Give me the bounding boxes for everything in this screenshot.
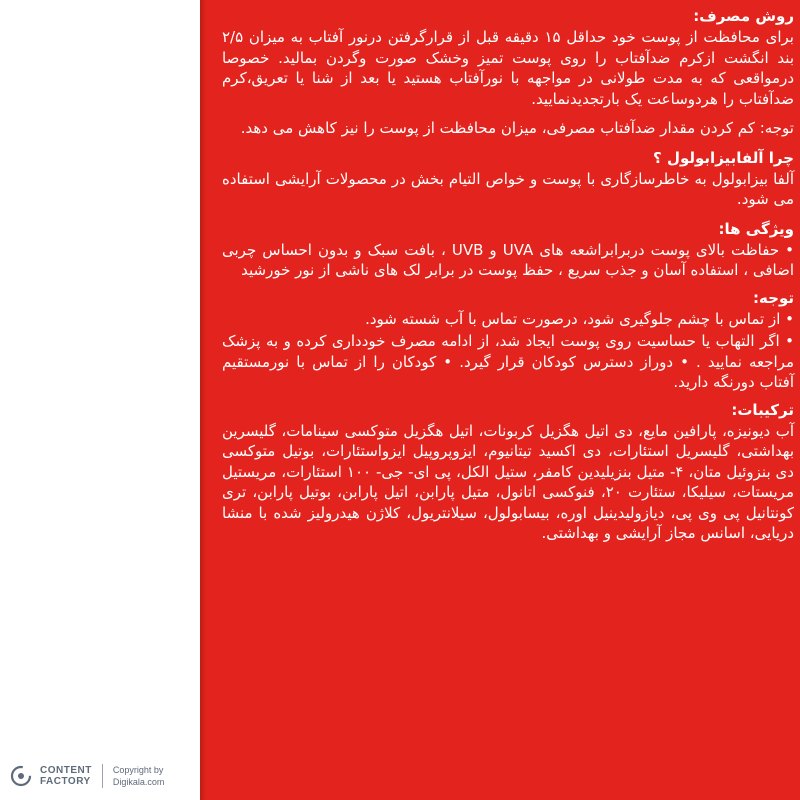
usage-body: برای محافظت از پوست خود حداقل ۱۵ دقیقه قبل از قرارگرفتن درنور آفتاب به میزان ۲/۵ بند انگشت ازکرم ضدآفتاب را روی پوست تمیز وخشک صورت وگردن بمالید. خصوصا درمواقعی که به مدت طولانی در مواجهه با نورآفتاب هستید یا بعد از شنا یا تعریق،کرم ضدآفتاب را هردوساعت یک بارتجدیدنمایید. bbox=[222, 28, 794, 108]
watermark bbox=[10, 760, 164, 792]
why-body: آلفا بیزابولول به خاطرسازگاری با پوست و خواص التیام بخش در محصولات آرایشی استفاده می شود. bbox=[222, 169, 794, 208]
usage-title: روش مصرف: bbox=[693, 7, 794, 25]
caution-section bbox=[222, 288, 794, 393]
content-factory-logo-icon bbox=[10, 765, 32, 787]
usage-note: توجه: کم کردن مقدار ضدآفتاب مصرفی، میزان محافظت از پوست را نیز کاهش می دهد. bbox=[240, 119, 794, 137]
features-list bbox=[222, 240, 794, 281]
why-title: چرا آلفابیزابولول ؟ bbox=[653, 148, 794, 167]
watermark-copyright bbox=[113, 764, 165, 788]
features-title: ویژگی ها: bbox=[718, 219, 794, 238]
why-section bbox=[222, 148, 794, 210]
list-item: • حفاظت بالای پوست دربرابراشعه های UVA و UVB ، بافت سبک و بدون احساس چربی اضافی ، استفاده آسان و جذب سریع ، حفظ پوست در برابر لک های ناشی از نور خورشید bbox=[222, 240, 794, 279]
usage-section bbox=[222, 6, 794, 139]
ingredients-body: آب دیونیزه، پارافین مایع، دی اتیل هگزیل کربونات، اتیل هگزیل متوکسی سینامات، گلیسرین بهداشتی، گلیسریل استئارات، دی اکسید تیتانیوم، ایزوپروپیل ایزواستئارات، بوتیل متوکسی دی بنزوئیل متان، ۴- متیل بنزیلیدین کامفر، ستیل الکل، پی ای- جی- ۱۰۰ استئارات، مریستیل مریستات، سیلیکا، ستئارت ۲۰، فنوکسی اتانول، متیل پارابن، اتیل پارابن، بوتیل پارابن، تری کونتانیل پی وی پی، دیازولیدینیل اوره، بیسابولول، سیلانتریول، کلاژن هیدرولیز شده با منشا دریایی، اسانس مجاز آرایشی و بهداشتی. bbox=[222, 421, 794, 542]
watermark-copy-line1: Copyright by bbox=[112, 765, 164, 775]
list-item: • از تماس با چشم جلوگیری شود، درصورت تماس با آب شسته شود. bbox=[365, 309, 794, 328]
watermark-brand-line1: CONTENT bbox=[40, 765, 92, 776]
caution-list bbox=[222, 309, 794, 393]
list-item: • اگر التهاب یا حساسیت روی پوست ایجاد شد، از ادامه مصرف خودداری کرده و به پزشک مراجعه نمایید . • دوراز دسترس کودکان قرار گیرد. • کودکان را از تماس با نورمستقیم آفتاب دورنگه دارید. bbox=[222, 332, 794, 391]
ingredients-section bbox=[222, 400, 794, 544]
watermark-brand bbox=[40, 765, 92, 787]
panel-edge-shadow bbox=[200, 0, 206, 800]
watermark-brand-line2: FACTORY bbox=[40, 776, 91, 787]
watermark-divider bbox=[102, 764, 103, 788]
watermark-copy-line2: Digikala.com bbox=[112, 777, 165, 787]
features-section bbox=[222, 219, 794, 281]
product-info-text bbox=[222, 6, 794, 553]
caution-title: توجه: bbox=[753, 288, 794, 307]
ingredients-title: ترکیبات: bbox=[731, 400, 794, 419]
